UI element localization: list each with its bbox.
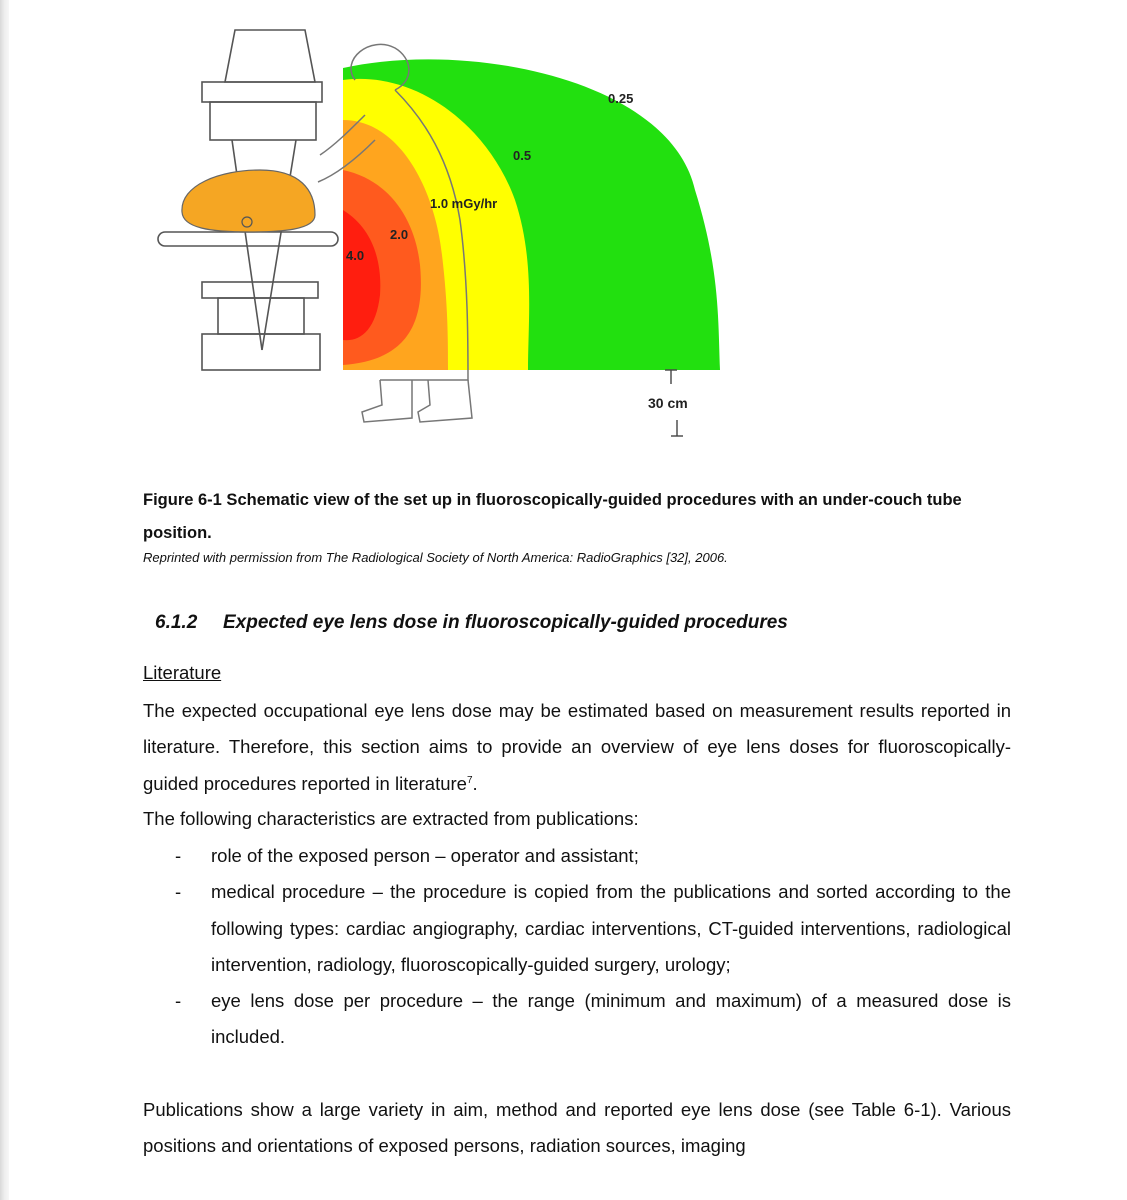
section-heading <box>155 612 788 634</box>
bullet-dash: - <box>175 845 182 866</box>
xray-tube-housing <box>218 298 304 334</box>
footnote-ref: 7 <box>466 774 473 786</box>
paragraph-1 <box>143 693 1011 802</box>
tube-collar <box>202 282 318 298</box>
paragraph-3: Publications show a large variety in aim, method and reported eye lens dose (see Table 6-1). Various positions and orientations of exposed persons, radiation sources, imaging <box>143 1099 1011 1157</box>
patient-couch <box>158 232 338 246</box>
characteristics-list <box>143 838 1011 1056</box>
operator-foot-left <box>362 380 412 422</box>
dose-label-1-0: 1.0 mGy/hr <box>430 196 498 211</box>
paragraph-1-text: The expected occupational eye lens dose may be estimated based on measurement results reported in literature. Therefore, this section aims to provide an overview of eye lens doses for fluoroscopically-guided procedures reported in literature <box>143 700 1011 794</box>
list-item <box>143 838 1011 874</box>
dose-label-4-0: 4.0 <box>346 248 365 263</box>
dose-label-2-0: 2.0 <box>390 227 409 242</box>
bullet-dash: - <box>175 990 182 1012</box>
list-item-text: eye lens dose per procedure – the range (minimum and maximum) of a measured dose is included. <box>211 990 1011 1048</box>
operator-foot-right <box>418 380 472 422</box>
list-item-text: role of the exposed person – operator and assistant; <box>211 845 639 866</box>
dose-map-diagram <box>150 20 730 450</box>
figure-caption: Figure 6-1 Schematic view of the set up in fluoroscopically-guided procedures with an under-couch tube position. <box>143 491 962 542</box>
list-item <box>143 983 1011 1056</box>
figure-6-1 <box>150 20 730 450</box>
intensifier-housing <box>210 102 316 140</box>
list-item-text: medical procedure – the procedure is copied from the publications and sorted according to the following types: cardiac angiography, cardiac interventions, CT-guided interventions, radiological intervention, radiology, fluoroscopically-guided surgery, urology; <box>211 881 1011 975</box>
section-title: Expected eye lens dose in fluoroscopically-guided procedures <box>223 612 788 633</box>
section-number: 6.1.2 <box>155 612 198 633</box>
dose-label-0-25: 0.25 <box>608 91 634 106</box>
paragraph-2: The following characteristics are extracted from publications: <box>143 808 639 829</box>
subheading-literature: Literature <box>143 662 222 683</box>
figure-credit: Reprinted with permission from The Radiological Society of North America: RadioGraphics [32], 2006. <box>143 550 728 565</box>
image-intensifier-top <box>225 30 315 82</box>
scale-label: 30 cm <box>648 395 688 411</box>
paragraph-1-end: . <box>472 772 478 794</box>
intensifier-collar <box>202 82 322 102</box>
page-left-edge <box>0 0 9 1200</box>
patient-body <box>182 170 315 232</box>
bullet-dash: - <box>175 881 182 903</box>
list-item <box>143 874 1011 983</box>
dose-label-0-5: 0.5 <box>513 148 532 163</box>
